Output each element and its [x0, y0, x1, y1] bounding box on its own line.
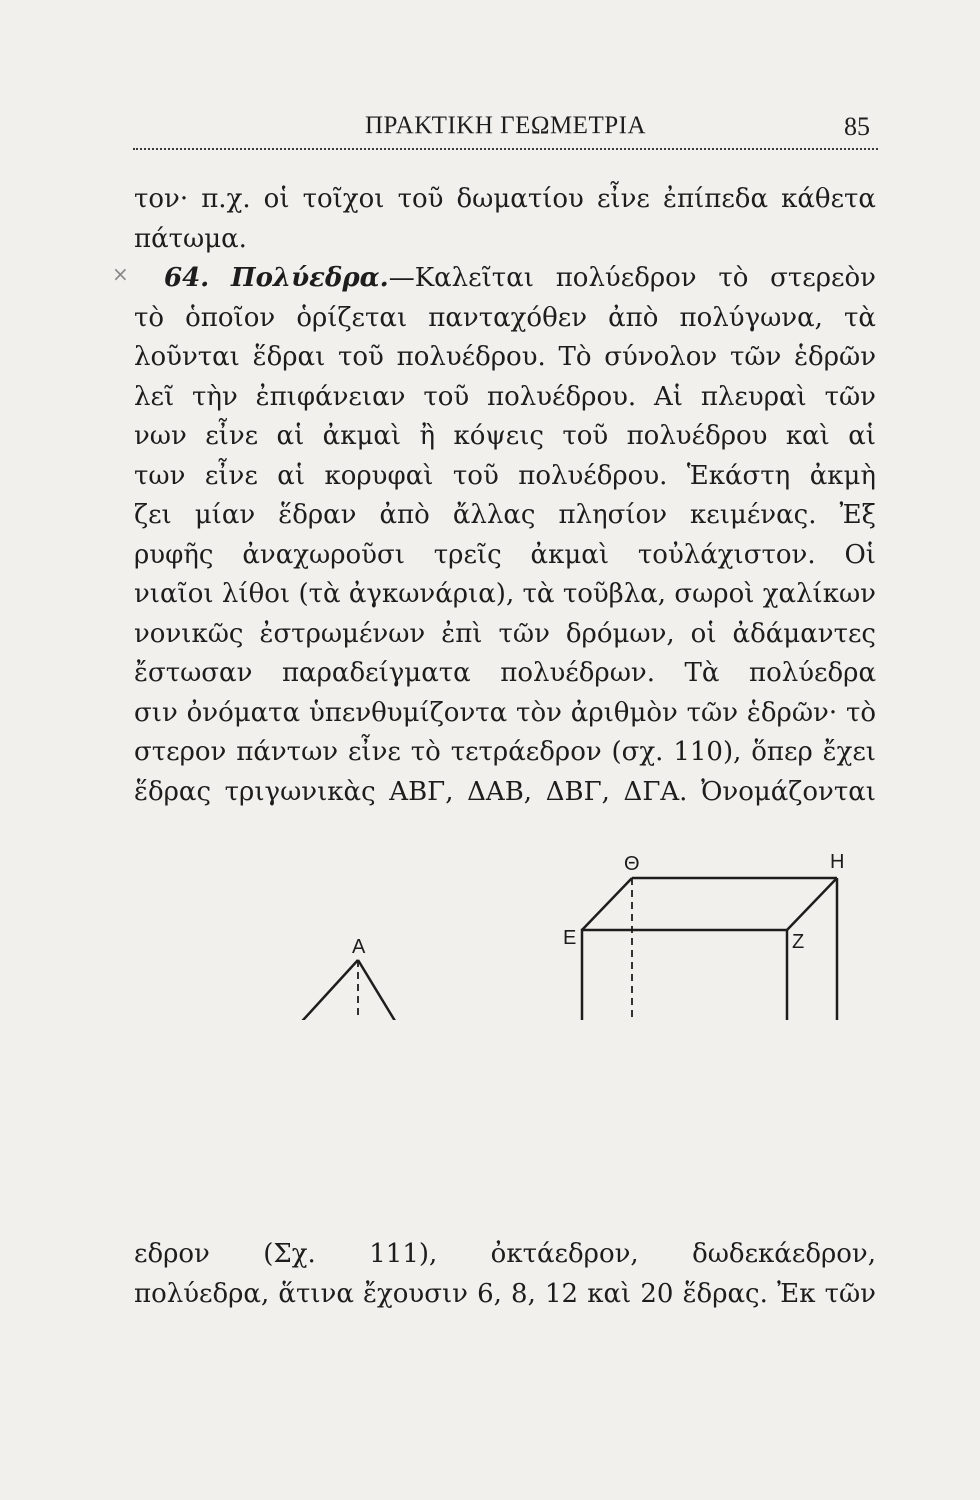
- text-line: νων εἶνε αἱ ἀκμαὶ ἢ κόψεις τοῦ πολυέδρου καὶ αἱ: [134, 421, 876, 451]
- running-title: ΠΡΑΚΤΙΚΗ ΓΕΩΜΕΤΡΙΑ: [364, 112, 646, 139]
- text-line: πολύεδρα, ἅτινα ἔχουσιν 6, 8, 12 καὶ 20 ἕδρας. Ἐκ τῶν: [134, 1278, 876, 1309]
- text-line: τον· π.χ. οἱ τοῖχοι τοῦ δωματίου εἶνε ἐπίπεδα κάθετα: [134, 184, 876, 214]
- fig110-label-apex: Α: [352, 936, 366, 958]
- text-line: λεῖ τὴν ἐπιφάνειαν τοῦ πολυέδρου. Αἱ πλευραὶ τῶν: [134, 381, 876, 412]
- page-number: 85: [844, 112, 870, 141]
- fig111-label-theta: Θ: [624, 853, 640, 875]
- text-line: ζει μίαν ἕδραν ἀπὸ ἄλλας πλησίον κειμένας. Ἐξ: [134, 500, 876, 530]
- margin-mark: ×: [112, 262, 129, 286]
- section-title: Πολύεδρα.: [231, 263, 389, 293]
- section-number: 64.: [164, 263, 210, 293]
- figures: [0, 840, 980, 1020]
- body-text-bottom: [134, 1235, 876, 1314]
- text-line: εδρον (Σχ. 111), ὀκτάεδρον, δωδεκάεδρον,: [134, 1239, 876, 1269]
- text-line: ἕδρας τριγωνικὰς ΑΒΓ, ΔΑΒ, ΔΒΓ, ΔΓΑ. Ὀνομάζονται: [134, 776, 876, 807]
- text-line: νιαῖοι λίθοι (τὰ ἀγκωνάρια), τὰ τοῦβλα, σωροὶ χαλίκων: [134, 579, 876, 609]
- section-heading-line: [134, 259, 876, 299]
- figure-110-tetrahedron: [198, 960, 460, 1020]
- text-line: των εἶνε αἱ κορυφαὶ τοῦ πολυέδρου. Ἑκάστη ἀκμὴ: [134, 460, 876, 491]
- fig111-label-eta: Η: [830, 851, 845, 873]
- text-line: στερον πάντων εἶνε τὸ τετράεδρον (σχ. 110), ὅπερ ἔχει: [134, 737, 876, 767]
- body-text-top: [134, 180, 876, 812]
- text-line: —Καλεῖται πολύεδρον τὸ στερεὸν: [388, 263, 876, 293]
- text-line: ρυφῆς ἀναχωροῦσι τρεῖς ἀκμαὶ τοὐλάχιστον. Οἱ: [134, 539, 876, 570]
- text-line: ἔστωσαν παραδείγματα πολυέδρων. Τὰ πολύεδρα: [134, 658, 876, 688]
- text-line: τὸ ὁποῖον ὁρίζεται πανταχόθεν ἀπὸ πολύγωνα, τὰ: [134, 302, 876, 333]
- text-line: σιν ὀνόματα ὑπενθυμίζοντα τὸν ἀριθμὸν τῶν ἑδρῶν· τὸ: [134, 697, 876, 728]
- text-line: πάτωμα.: [134, 223, 247, 254]
- text-line: λοῦνται ἕδραι τοῦ πολυέδρου. Τὸ σύνολον τῶν ἑδρῶν: [134, 342, 876, 372]
- text-line: νονικῶς ἐστρωμένων ἐπὶ τῶν δρόμων, οἱ ἀδάμαντες: [134, 618, 876, 649]
- fig111-label-epsilon: Ε: [563, 927, 577, 949]
- fig111-label-zeta: Ζ: [792, 931, 805, 953]
- page-header: [133, 108, 878, 150]
